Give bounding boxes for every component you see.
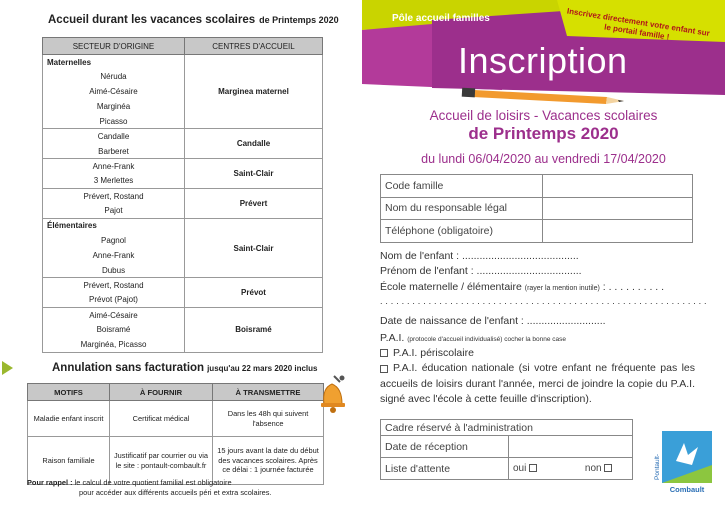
school-cell: Pagnol xyxy=(43,233,185,248)
table-row xyxy=(381,220,693,243)
table-row xyxy=(381,436,633,458)
school-cell: Prévert, Rostand xyxy=(43,189,185,204)
pai-peri-checkbox[interactable] xyxy=(380,349,388,357)
telephone-field[interactable] xyxy=(543,220,693,243)
page-title: Inscription xyxy=(458,40,628,81)
reception-label: Date de réception xyxy=(381,436,509,458)
table-row xyxy=(43,159,323,174)
family-table xyxy=(380,174,693,243)
school-cell: Dubus xyxy=(43,263,185,278)
portail-note: Inscrivez directement votre enfant sur le portail famille ! xyxy=(566,6,711,42)
dots-line: . . . . . . . . . . . . . . . . . . . . . . . . . . . . . . . . . . . . . . . . . . . . . . . . . . . . . . . . . . . . . xyxy=(380,296,707,306)
header-fournir: À FOURNIR xyxy=(110,384,213,401)
school-cell: Anne-Frank xyxy=(43,159,185,174)
rappel-text: Pour rappel : le calcul de votre quotient familial est obligatoire pour accéder aux différents accueils péri et extra scolaires. xyxy=(27,478,272,498)
svg-text:Pontault-: Pontault- xyxy=(654,453,661,480)
naissance-field[interactable]: Date de naissance de l'enfant : ........................... xyxy=(380,315,606,327)
table-row xyxy=(43,55,323,70)
admin-table xyxy=(380,419,633,480)
oui-checkbox[interactable] xyxy=(529,464,537,472)
table-row xyxy=(381,458,633,480)
arrow-icon xyxy=(2,361,13,375)
centre-cell: Candalle xyxy=(185,129,323,159)
table-row: Maladie enfant inscrit Certificat médical Dans les 48h qui suivent l'absence xyxy=(28,401,324,437)
annulation-title: Annulation sans facturation jusqu'au 22 mars 2020 inclus xyxy=(52,362,318,374)
pai-section: P.A.I. (protocole d'accueil individualisé) cocher la bonne case P.A.I. périscolaire P.A.I. éducation nationale (si votre enfant ne fréquente pas les accueils de loisirs durant l'année, merci de joindre la copie du P.A.I. signé avec l'école à cette feuille d'inscription). xyxy=(380,332,695,405)
attente-options: oui non xyxy=(509,458,633,480)
prenom-enfant-field[interactable]: Prénom de l'enfant : .................................... xyxy=(380,265,582,277)
subtitle-2: de Printemps 2020 xyxy=(468,124,619,143)
non-checkbox[interactable] xyxy=(604,464,612,472)
bell-icon xyxy=(316,374,350,414)
school-cell: Anne-Frank xyxy=(43,248,185,263)
table-row xyxy=(43,218,323,233)
group-label: Élémentaires xyxy=(43,218,185,233)
school-cell: Aimé-Césaire xyxy=(43,308,185,323)
responsable-label: Nom du responsable légal xyxy=(381,197,543,220)
subtitle-1: Accueil de loisirs - Vacances scolaires xyxy=(429,108,658,123)
table-row xyxy=(43,308,323,323)
group-label: Maternelles xyxy=(43,55,185,70)
school-cell: Candalle xyxy=(43,129,185,144)
centre-cell: Marginea maternel xyxy=(185,55,323,129)
school-cell: Néruda xyxy=(43,69,185,84)
subtitle-dates: du lundi 06/04/2020 au vendredi 17/04/2020 xyxy=(421,152,666,166)
pai-edu-checkbox[interactable] xyxy=(380,365,388,373)
centre-cell: Boisramé xyxy=(185,308,323,353)
code-famille-field[interactable] xyxy=(543,175,693,198)
admin-title: Cadre réservé à l'administration xyxy=(381,420,633,436)
accueil-table xyxy=(42,37,323,353)
header-transmettre: À TRANSMETTRE xyxy=(213,384,324,401)
table-row: Raison familiale Justificatif par courrier ou via le site : pontault-combault.fr 15 jours avant la date du début des vacances scolaires. Après ce délai : 1 journée facturée xyxy=(28,437,324,485)
school-cell: Prévert, Rostand xyxy=(43,278,185,293)
table-row xyxy=(43,278,323,293)
table-row xyxy=(381,197,693,220)
table-row xyxy=(381,420,633,436)
centre-cell: Prévert xyxy=(185,189,323,219)
header-centres: CENTRES D'ACCUEIL xyxy=(185,38,323,55)
school-cell: Barberet xyxy=(43,144,185,159)
centre-cell: Prévot xyxy=(185,278,323,308)
accueil-title: Accueil durant les vacances scolaires de Printemps 2020 xyxy=(48,14,339,26)
telephone-label: Téléphone (obligatoire) xyxy=(381,220,543,243)
responsable-field[interactable] xyxy=(543,197,693,220)
school-cell: Aimé-Césaire xyxy=(43,84,185,99)
centre-cell: Saint-Clair xyxy=(185,218,323,278)
pole-label: Pôle accueil familles xyxy=(392,13,490,24)
centre-cell: Saint-Clair xyxy=(185,159,323,189)
ecole-field[interactable]: École maternelle / élémentaire (rayer la mention inutile) : . . . . . . . . . . xyxy=(380,281,665,293)
school-cell: Picasso xyxy=(43,114,185,129)
school-cell: Marginéa, Picasso xyxy=(43,337,185,352)
school-cell: Boisramé xyxy=(43,323,185,338)
city-logo xyxy=(650,425,718,495)
school-cell: Pajot xyxy=(43,203,185,218)
school-cell: Prévot (Pajot) xyxy=(43,293,185,308)
table-row xyxy=(381,175,693,198)
table-row xyxy=(43,129,323,144)
school-cell: Marginéa xyxy=(43,99,185,114)
school-cell: 3 Merlettes xyxy=(43,174,185,189)
header-motifs: MOTIFS xyxy=(28,384,110,401)
reception-field[interactable] xyxy=(509,436,633,458)
annulation-table xyxy=(27,383,324,485)
nom-enfant-field[interactable]: Nom de l'enfant : ........................................ xyxy=(380,250,579,262)
svg-text:Combault: Combault xyxy=(669,485,705,494)
table-row xyxy=(43,189,323,204)
header-secteur: SECTEUR D'ORIGINE xyxy=(43,38,185,55)
code-famille-label: Code famille xyxy=(381,175,543,198)
attente-label: Liste d'attente xyxy=(381,458,509,480)
